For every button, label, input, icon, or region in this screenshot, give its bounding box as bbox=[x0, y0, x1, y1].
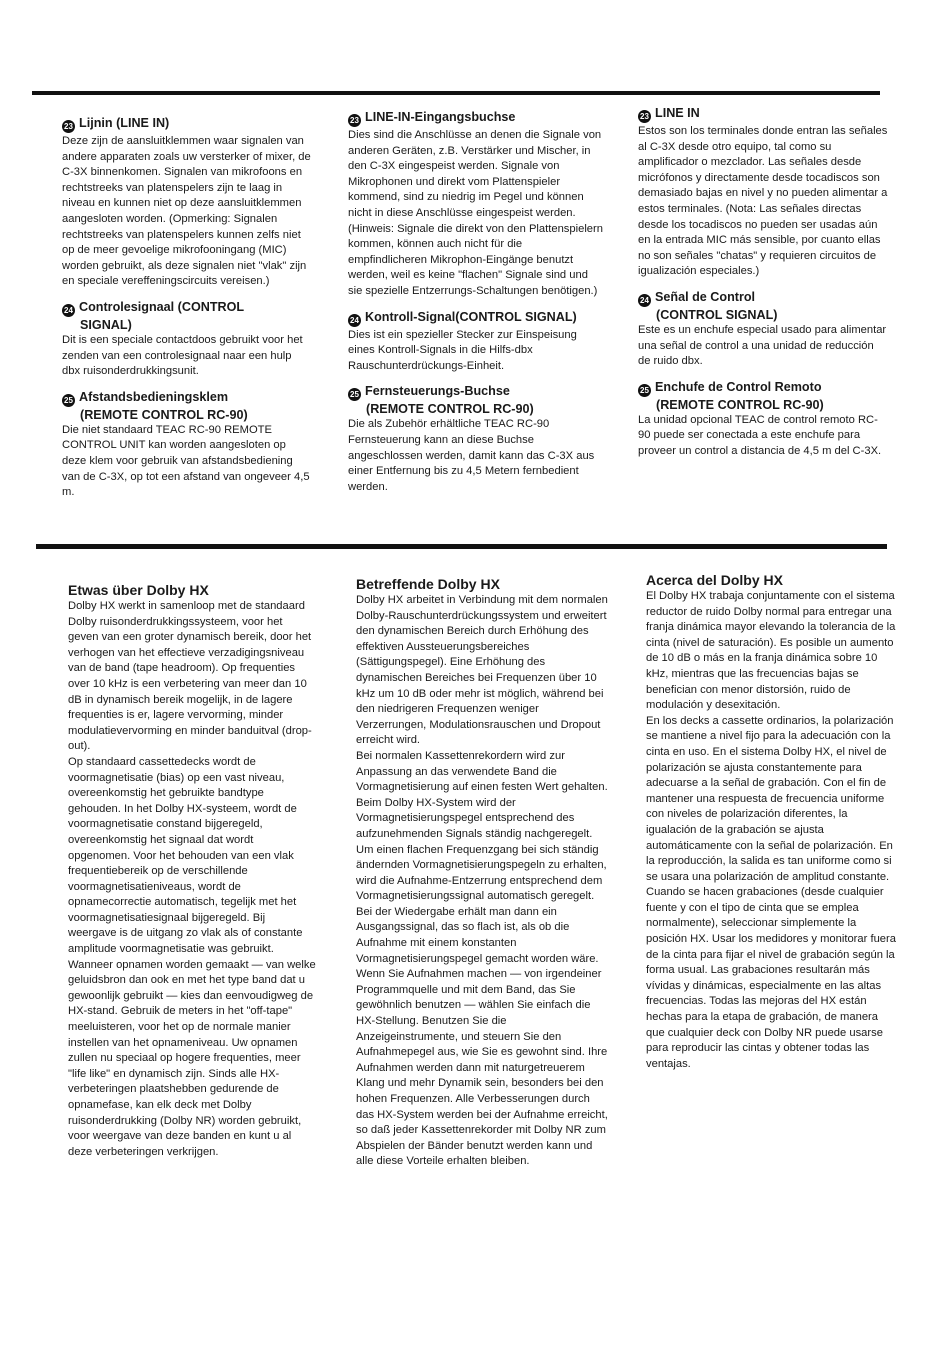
section-body: Dies ist ein spezieller Stecker zur Einspeisung eines Kontroll-Signals in die Hilfs-dbx Rauschunterdrückungs-Einheit. bbox=[348, 328, 577, 372]
article-title: Acerca del Dolby HX bbox=[646, 572, 783, 588]
section-body: Dit is een speciale contactdoos gebruikt voor het zenden van een controlesignaal naar een hulp dbx ruisonderdrukkingsunit. bbox=[62, 333, 303, 378]
top-col-nl bbox=[62, 116, 312, 511]
article-title: Betreffende Dolby HX bbox=[356, 576, 500, 592]
top-rule bbox=[32, 91, 880, 95]
middle-rule bbox=[36, 544, 887, 549]
number-badge: 25 bbox=[638, 384, 651, 397]
section-title: Afstandsbedieningsklem bbox=[79, 389, 229, 404]
section-subtitle: (REMOTE CONTROL RC-90) bbox=[656, 397, 824, 412]
section-title: Lijnin (LINE IN) bbox=[79, 116, 170, 130]
section-title: Controlesignaal (CONTROL bbox=[79, 299, 245, 314]
paragraph: El Dolby HX trabaja conjuntamente con el sistema reductor de ruido Dolby normal para entregar una franja dinámica mayor elevando la tolerancia de la cinta (nivel de saturación). Es posible un aumento de 10 dB o más en la franja dinámica sobre 10 kHz, mientras que las frecuencias bajas se benefician con menor distorsión, ruido de modulación y desexitación. bbox=[646, 590, 896, 712]
section-title: Enchufe de Control Remoto bbox=[655, 379, 822, 394]
paragraph: Dolby HX arbeitet in Verbindung mit dem normalen Dolby-Rauschunterdrückungssystem und erweitert den dynamischen Bereich durch Erhöhung des effektiven Aussteuerungsbereiches (Sättigungspegel). Eine Erhöhung des dynamischen Bereiches bei Frequenzen über 10 kHz um 10 dB oder mehr ist möglich, während bei den niedrigeren Frequenzen weniger Verzerrungen, Modulationsrauschen und Dropout erreicht wird. bbox=[356, 594, 608, 747]
paragraph: Wenn Sie Aufnahmen machen — von irgendeiner Programmquelle und mit dem Band, das Sie gewöhnlich benutzen — wählen Sie einfach die HX-Stellung. Benutzen Sie die Anzeigeinstrumente, und steuern Sie den Aufnahmepegel aus, wie Sie es gewohnt sind. Ihre Aufnahmen werden dann mit naturgetreuerem Klang und mehr Dynamik sein, besonders bei den hohen Frequenzen. Alle Verbesserungen durch das HX-System werden bei der Aufnahme erreicht, so daß jeder Kassettenrekorder mit Dolby NR zum Abspielen der Bänder benutzt werden kann und alle diese Vorteile erhalten bleiben. bbox=[356, 968, 608, 1168]
paragraph: Dolby HX werkt in samenloop met de standaard Dolby ruisonderdrukkingssysteem, voor het geven van een groter dynamisch bereik, door het verhogen van het effectieve verzadigingsniveau van de band (tape headroom). Op frequenties over 10 kHz is een verbetering van meer dan 10 dB in dynamisch bereik mogelijk, in de lagere frequenties is er, lagere vervorming, minder modulatievervorming en minder banduitval (drop-out). bbox=[68, 600, 312, 753]
section-title: Kontroll-Signal(CONTROL SIGNAL) bbox=[365, 309, 577, 324]
article-title: Etwas über Dolby HX bbox=[68, 582, 209, 598]
section-body: Este es un enchufe especial usado para alimentar una señal de control a una unidad de reducción de ruido dbx. bbox=[638, 323, 887, 368]
section-remote-control bbox=[638, 380, 888, 460]
paragraph: Bei normalen Kassettenrekordern wird zur Anpassung an das verwendete Band die Vormagnetisierung auf einen festen Wert gehalten. Beim Dolby HX-System wird der Vormagnetisierungspegel entsprechend des aufzunehmenden Signals ständig nachgeregelt. Um einen flachen Frequenzgang bei sich ständig ändernden Vormagnetisierungspegeln zu erhalten, wird die Aufnahme-Entzerrung entsprechend dem Vormagnetisierungssignal automatisch geregelt. Bei der Wiedergabe erhält man dann ein Ausgangssignal, das so flach ist, als ob die Aufnahme mit einem konstanten Vormagnetisierungspegel gemacht worden wäre. bbox=[356, 749, 608, 965]
number-badge: 25 bbox=[62, 394, 75, 407]
bottom-col-nl bbox=[68, 583, 316, 1160]
section-remote-control bbox=[348, 384, 604, 495]
section-body: Deze zijn de aansluitklemmen waar signalen van andere apparaten zoals uw versterker of mixer, de C-3X binnenkomen. Signalen van mikrofoons en rechtstreeks van platenspelers zijn te laag in niveau en kunnen niet op deze aansluitklemmen aangesloten worden. (Opmerking: Signalen rechtstreeks van platenspelers kunnen zelfs niet op de meer gevoelige mikrofooningang (MIC) worden gebruikt, als deze signalen niet "vlak" zijn en speciale vereffeningscircuits vereisen.) bbox=[62, 135, 311, 288]
section-body: Estos son los terminales donde entran las señales al C-3X desde otro equipo, tal como su amplificador o mezclador. Las señales desde micrófonos y directamente desde tocadiscos son demasiado bajas en nivel y no pueden alimentar a estos terminales. (Nota: Las señales directas desde los tocadiscos no pueden ser usadas aún en la entrada MIC más sensible, por cuanto ellas no son señales "chatas" y requieren circuitos de igualización especiales.) bbox=[638, 125, 888, 278]
section-control-signal bbox=[62, 300, 312, 380]
paragraph: En los decks a cassette ordinarios, la polarización se mantiene a nivel fijo para la adecuación con la cinta en uso. En el sistema Dolby HX, el nivel de polarización se ajusta constantemente para adecuarse a la señal de grabación. Con el fin de mantener una respuesta de frecuencia uniforme con niveles de polarización diferentes, la igualación de la grabación se ajusta automáticamente con la señal de polarización. En la reproducción, la salida es tan uniforme como si se usara una polarización de amplitud constante. bbox=[646, 714, 894, 883]
section-body: Dies sind die Anschlüsse an denen die Signale von anderen Geräten, z.B. Verstärker und Mischer, in den C-3X eingespeist werden. Signale von Mikrophonen und direkt vom Plattenspieler kommend, sind zu niedrig im Pegel und können nicht in diese Anschlüsse eingespeist werden. (Hinweis: Signale die direkt von den Plattenspielern kommen, können auch nicht für die empfindlicheren Mikrophon-Eingänge benutzt werden, weil es keine "flachen" Signale sind und sie spezielle Entzerrungs-Schaltungen benötigen.) bbox=[348, 129, 603, 297]
section-title: Señal de Control bbox=[655, 289, 756, 304]
section-body: Die als Zubehör erhältliche TEAC RC-90 Fernsteuerung kann an diese Buchse angeschlossen werden, damit kann das C-3X aus einer Entfernung bis zu 4,5 Metern fernbedient werden. bbox=[348, 418, 595, 493]
bottom-col-es bbox=[646, 573, 898, 1072]
section-line-in bbox=[638, 106, 888, 280]
section-subtitle: SIGNAL) bbox=[80, 317, 132, 332]
section-control-signal bbox=[638, 290, 888, 370]
section-line-in bbox=[348, 110, 604, 300]
paragraph: Cuando se hacen grabaciones (desde cualquier fuente y con el tipo de cinta que se emplea normalmente), seleccionar simplemente la posición HX. Usar los medidores y monitorar fuera de la cinta para fijar el nivel de grabación según la forma usual. Las grabaciones resultarán más vívidas y dinámicas, especialmente en las altas frecuencias. Todas las mejoras del HX están hechas para la etapa de grabación, de manera que cualquier deck con Dolby NR puede usarse para reproducir las cintas y obtener todas las ventajas. bbox=[646, 886, 896, 1070]
bottom-col-de bbox=[356, 577, 610, 1170]
number-badge: 24 bbox=[348, 314, 361, 327]
section-subtitle: (REMOTE CONTROL RC-90) bbox=[366, 402, 534, 417]
section-body: Die niet standaard TEAC RC-90 REMOTE CONTROL UNIT kan worden aangesloten op deze klem voor gebruik van afstandsbediening van de C-3X, op tot een afstand van ongeveer 4,5 m. bbox=[62, 423, 310, 499]
number-badge: 23 bbox=[348, 114, 361, 127]
section-title: LINE-IN-Eingangsbuchse bbox=[365, 110, 516, 124]
section-control-signal bbox=[348, 310, 604, 375]
section-line-in bbox=[62, 116, 312, 290]
section-title: Fernsteuerungs-Buchse bbox=[365, 384, 510, 399]
top-col-de bbox=[348, 110, 604, 505]
number-badge: 24 bbox=[638, 294, 651, 307]
number-badge: 25 bbox=[348, 388, 361, 401]
section-title: LINE IN bbox=[655, 106, 700, 120]
section-subtitle: (REMOTE CONTROL RC-90) bbox=[80, 407, 248, 422]
paragraph: Wanneer opnamen worden gemaakt — van welke geluidsbron dan ook en met het type band dat u gewoonlijk gebruikt — kies dan eenvoudigweg de HX-stand. Gebruik de meters in het "off-tape" meeluisteren, voor het op de normale manier instellen van het opnameniveau. Uw opnamen zullen nu speciaal op hogere frequenties, meer "life like" en dynamisch zijn. Sinds alle HX-verbeteringen plaatshebben gedurende de opnamefase, kan elk deck met Dolby ruisonderdrukking (Dolby NR) worden gebruikt, voor weergave van deze banden en kunt u al deze verbeteringen verkrijgen. bbox=[68, 958, 316, 1158]
paragraph: Op standaard cassettedecks wordt de voormagnetisatie (bias) op een vast niveau, overeenkomstig het gebruikte bandtype gehouden. In het Dolby HX-systeem, wordt de voormagnetisatie constand bijgeregeld, overeenkomstig het signaal dat wordt opgenomen. Voor het behouden van een vlak frequentiebereik op de verschillende voormagnetisatieniveaus, wordt de opnamecorrectie automatisch, tegelijk met het voormagnetisatiesignaal bijgeregeld. Bij weergave is de uitgang zo vlak als of constante amplitude voormagnetisatie was gebruikt. bbox=[68, 755, 303, 956]
number-badge: 23 bbox=[638, 110, 651, 123]
section-remote-control bbox=[62, 390, 312, 501]
number-badge: 24 bbox=[62, 304, 75, 317]
section-subtitle: (CONTROL SIGNAL) bbox=[656, 307, 778, 322]
top-col-es bbox=[638, 106, 888, 470]
number-badge: 23 bbox=[62, 120, 75, 133]
section-body: La unidad opcional TEAC de control remoto RC-90 puede ser conectada a este enchufe para proveer un control a distancia de 4,5 m del C-3X. bbox=[638, 413, 882, 457]
